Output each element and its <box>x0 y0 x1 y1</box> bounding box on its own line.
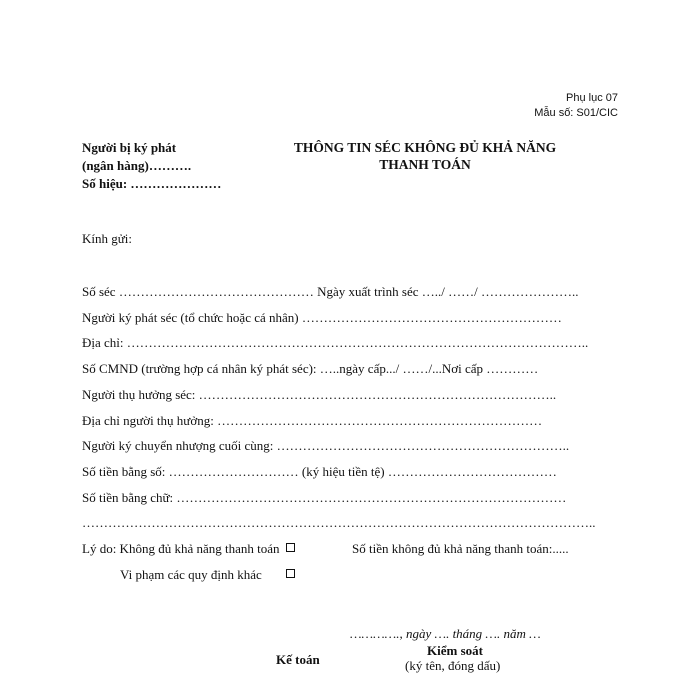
reason-violation <box>120 567 295 583</box>
address-field: Địa chỉ: …………………………………………………………………………………………….. <box>82 335 589 350</box>
reason-insufficient-label: Lý do: Không đủ khả năng thanh toán <box>82 541 280 556</box>
reason-violation-label: Vi phạm các quy định khác <box>120 567 262 582</box>
last-endorser-field: Người ký chuyển nhượng cuối cùng: ………………………………………………………….. <box>82 438 570 453</box>
amount-unpaid-label: Số tiền không đủ khả năng thanh toán:..... <box>352 541 569 556</box>
insufficient-checkbox[interactable] <box>286 543 295 552</box>
issuer-label: Người bị ký phát <box>82 140 177 155</box>
form-number: Mẫu số: S01/CIC <box>534 107 618 119</box>
bank-label: (ngân hàng)………. <box>82 158 192 173</box>
drawer-field: Người ký phát séc (tổ chức hoặc cá nhân) …………………………………………………… <box>82 310 562 325</box>
id-card-field: Số CMND (trường hợp cá nhân ký phát séc): …..ngày cấp.../ ……/...Nơi cấp ………… <box>82 361 539 376</box>
title-line-2: THANH TOÁN <box>379 157 471 172</box>
reason-insufficient <box>82 541 295 557</box>
date-line: …………., ngày …. tháng …. năm … <box>350 626 541 641</box>
payee-address-field: Địa chỉ người thụ hưởng: ………………………………………………………………… <box>82 413 543 428</box>
document-title <box>270 139 580 173</box>
amount-figures-field: Số tiền bằng số: ………………………… (ký hiệu tiền tệ) ………………………………… <box>82 464 557 479</box>
violation-checkbox[interactable] <box>286 569 295 578</box>
controller-title: Kiểm soát <box>427 643 483 658</box>
code-label: Số hiệu: ………………… <box>82 176 222 191</box>
amount-words-field: Số tiền bằng chữ: ……………………………………………………………………………… <box>82 490 567 505</box>
cheque-number-field: Số séc ……………………………………… Ngày xuất trình séc …../ ……/ ………………….. <box>82 284 579 299</box>
appendix-label: Phụ lục 07 <box>566 92 618 104</box>
payee-field: Người thụ hưởng séc: ……………………………………………………………………….. <box>82 387 557 402</box>
accountant-title: Kế toán <box>276 652 320 667</box>
controller-note: (ký tên, đóng dấu) <box>405 658 501 673</box>
greeting: Kính gửi: <box>82 231 133 246</box>
title-line-1: THÔNG TIN SÉC KHÔNG ĐỦ KHẢ NĂNG <box>293 140 557 155</box>
extra-line-field: ……………………………………………………………………………………………………….. <box>82 515 596 530</box>
